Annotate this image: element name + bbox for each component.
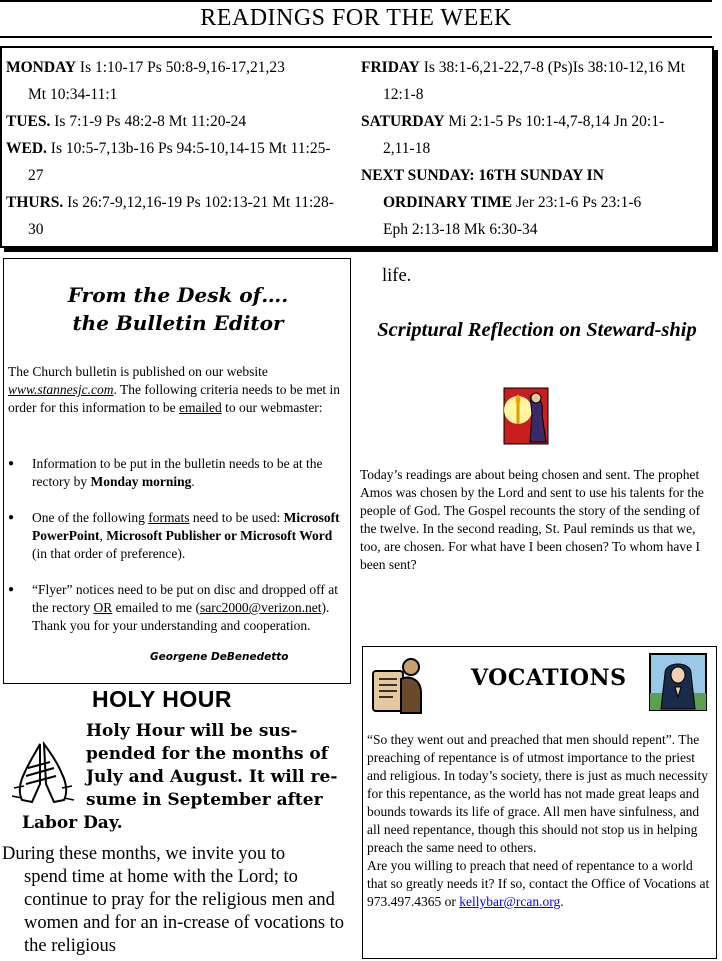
bullet-icon: ● bbox=[8, 458, 15, 469]
bullet-text bbox=[32, 581, 348, 635]
reading-text-cont: 27 bbox=[28, 167, 44, 184]
text: emailed to me ( bbox=[112, 600, 200, 615]
reading-thursday bbox=[6, 189, 356, 243]
reading-text-cont: Eph 2:13-18 Mk 6:30-34 bbox=[383, 221, 538, 238]
text: . bbox=[560, 894, 564, 909]
reading-text-cont: 2,11-18 bbox=[383, 140, 431, 157]
text: Are you willing to preach that need of repentance to a world that so greatly needs it? If so, contact the Office of Vocations at 973.497.4365 or bbox=[367, 858, 710, 909]
body-rest: spend time at home with the Lord; to continue to pray for the religious men and women and for an in-crease of vocations to the religious bbox=[24, 867, 345, 956]
bullet-text bbox=[32, 509, 348, 563]
editor-title bbox=[4, 281, 352, 337]
reading-tuesday bbox=[6, 108, 356, 135]
reading-saturday bbox=[361, 108, 711, 162]
intro-text: to our webmaster: bbox=[221, 400, 323, 415]
thanks-text: Thank you for your understanding and cooperation. bbox=[32, 618, 311, 633]
day-label: TUES. bbox=[6, 113, 51, 130]
banner bbox=[0, 0, 718, 40]
day-label: MONDAY bbox=[6, 59, 77, 76]
text: , bbox=[99, 528, 107, 543]
text-bold: Monday morning bbox=[90, 474, 192, 489]
intro-text: The Church bulletin is published on our website bbox=[8, 364, 268, 379]
reading-text: Is 7:1-9 Ps 48:2-8 Mt 11:20-24 bbox=[50, 113, 247, 130]
formats-word: formats bbox=[148, 510, 190, 525]
banner-rule-bottom bbox=[0, 36, 712, 38]
reading-friday bbox=[361, 54, 711, 108]
holy-hour-notice bbox=[22, 720, 350, 835]
reading-text-cont bbox=[361, 189, 711, 216]
text: Information to be put in the bulletin needs to be at the rectory by bbox=[32, 456, 323, 489]
editor-email-link[interactable]: sarc2000@verizon.net bbox=[199, 600, 322, 615]
vocations-paragraph-1: “So they went out and preached that men should repent”. The preaching of repentance is of utmost importance to the priest and religious. In today’s society, there is just as much necessity for this repentance, as the world has not made great leaps and bounds towards its life of grace. All men have sinfulness, and all need repentance, though this should not stop us in helping preach the same need to others. bbox=[367, 732, 709, 855]
day-label: THURS. bbox=[6, 194, 64, 211]
reading-text-cont: 30 bbox=[28, 221, 44, 238]
reading-wednesday bbox=[6, 135, 356, 189]
text: “Flyer” notices need to be put on disc and dropped off at the rectory bbox=[32, 582, 339, 615]
day-label-cont: ORDINARY TIME bbox=[383, 194, 513, 211]
reading-text: Is 26:7-9,12,16-19 Ps 102:13-21 Mt 11:28- bbox=[63, 194, 334, 211]
text-bold: Microsoft PowerPoint bbox=[32, 510, 340, 543]
readings-right-column bbox=[361, 54, 711, 243]
day-label: FRIDAY bbox=[361, 59, 420, 76]
reading-next-sunday bbox=[361, 162, 711, 243]
editor-intro bbox=[8, 363, 348, 417]
holy-hour-body bbox=[2, 843, 352, 958]
holy-hour-title: HOLY HOUR bbox=[92, 686, 232, 712]
readings-box bbox=[0, 46, 714, 248]
text: need to be used: bbox=[189, 510, 284, 525]
vocations-paragraph-2 bbox=[367, 857, 711, 911]
or-word: OR bbox=[93, 600, 113, 615]
notice-line: July and August. It will re- bbox=[86, 767, 338, 787]
text: One of the following bbox=[32, 510, 149, 525]
day-label: SATURDAY bbox=[361, 113, 445, 130]
body-first-line: During these months, we invite you to bbox=[2, 844, 286, 864]
banner-title: READINGS FOR THE WEEK bbox=[200, 5, 512, 31]
editor-signature: Georgene DeBenedetto bbox=[150, 651, 289, 663]
vocations-email-link[interactable]: kellybar@rcan.org bbox=[459, 894, 561, 909]
text: . bbox=[191, 474, 195, 489]
readings-left-column bbox=[6, 54, 356, 243]
editor-box bbox=[3, 258, 351, 684]
website-link[interactable]: www.stannesjc.com bbox=[8, 382, 114, 397]
reflection-title: Scriptural Reflection on Steward-ship bbox=[377, 319, 697, 341]
notice-line: Labor Day. bbox=[22, 813, 123, 833]
reading-text: Is 1:10-17 Ps 50:8-9,16-17,21,23 bbox=[76, 59, 285, 76]
candle-saint-icon bbox=[500, 384, 552, 448]
bullet-icon: ● bbox=[8, 512, 15, 523]
reading-text: Is 38:1-6,21-22,7-8 (Ps)Is 38:10-12,16 Mt bbox=[419, 59, 686, 76]
reading-text: Mi 2:1-5 Ps 10:1-4,7-8,14 Jn 20:1- bbox=[444, 113, 665, 130]
scroll-reader-icon bbox=[371, 653, 425, 717]
vocations-title: VOCATIONS bbox=[471, 665, 627, 691]
bullet-icon: ● bbox=[8, 584, 15, 595]
praying-nun-icon bbox=[649, 653, 707, 711]
editor-title-line2: the Bulletin Editor bbox=[72, 311, 284, 335]
bullet-text bbox=[32, 455, 348, 491]
reflection-body: Today’s readings are about being chosen and sent. The prophet Amos was chosen by the Lord and sent to use his talents for the people of God. The Gospel recounts the story of the sending of the twelve. In the second reading, St. Paul reminds us that we, too, are chosen. For what have I been chosen? To whom have I been sent? bbox=[360, 467, 704, 572]
notice-line: sume in September after bbox=[86, 790, 323, 810]
editor-title-line1: From the Desk of…. bbox=[67, 283, 289, 307]
emailed-word: emailed bbox=[178, 400, 222, 415]
vocations-box bbox=[362, 646, 717, 959]
notice-line: Holy Hour will be sus- bbox=[86, 721, 298, 741]
reading-text-cont: Mt 10:34-11:1 bbox=[28, 86, 118, 103]
continued-text: life. bbox=[382, 266, 412, 286]
reading-text: Jer 23:1-6 Ps 23:1-6 bbox=[512, 194, 642, 211]
day-label: WED. bbox=[6, 140, 47, 157]
reading-monday bbox=[6, 54, 356, 108]
text-bold: Microsoft Publisher or Microsoft Word bbox=[106, 528, 333, 543]
text: ). bbox=[321, 600, 330, 615]
notice-line: pended for the months of bbox=[86, 744, 329, 764]
text: (in that order of preference). bbox=[32, 546, 186, 561]
reading-text: Is 10:5-7,13b-16 Ps 94:5-10,14-15 Mt 11:25- bbox=[46, 140, 331, 157]
intro-text: . The following criteria needs to be met in order for this information to be bbox=[8, 382, 341, 415]
banner-rule-top bbox=[0, 0, 712, 2]
day-label: NEXT SUNDAY: 16TH SUNDAY IN bbox=[361, 167, 604, 184]
reading-text-cont: 12:1-8 bbox=[383, 86, 424, 103]
